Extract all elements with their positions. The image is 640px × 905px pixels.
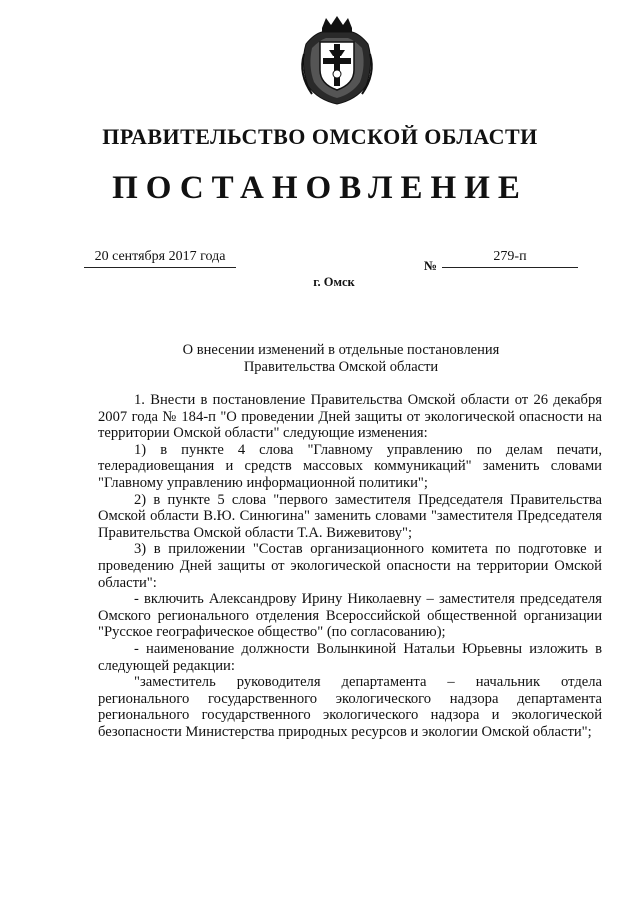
paragraph-1: 1. Внести в постановление Правительства Омской области от 26 декабря 2007 года № 184-п "О проведении Дней защиты от экологической опасности на территории Омской области" следующие изменения: <box>98 392 602 442</box>
paragraph-1-3: 3) в приложении "Состав организационного комитета по подготовке и проведению Дней защиты от экологической опасности на территории Омской области": <box>98 541 602 591</box>
paragraph-1-1: 1) в пункте 4 слова "Главному управлению по делам печати, телерадиовещания и средств массовых коммуникаций" заменить словами "Главному управлению информационной политики"; <box>98 441 602 491</box>
document-number: 279-п <box>442 249 578 268</box>
paragraph-1-3-include: - включить Александрову Ирину Николаевну – заместителя председателя Омского регионального отделения Всероссийской общественной организации "Русское географическое общество" (по согласованию); <box>98 591 602 641</box>
document-type-title: ПОСТАНОВЛЕНИЕ <box>112 170 528 206</box>
paragraph-1-3-rename: - наименование должности Волынкиной Натальи Юрьевны изложить в следующей редакции: <box>98 640 602 674</box>
subject-line-1: О внесении изменений в отдельные постановления <box>182 342 500 358</box>
coat-of-arms-emblem <box>296 14 378 106</box>
document-number-label: № <box>424 258 438 273</box>
paragraph-1-3-new-title: "заместитель руководителя департамента – начальник отдела регионального государственного экологического надзора департамента регионального государственного экологического надзора и экологической безопасности Министерства природных ресурсов и экологии Омской области"; <box>98 674 602 740</box>
document-subject <box>0 342 640 376</box>
document-date: 20 сентября 2017 года <box>84 249 236 268</box>
subject-line-2: Правительства Омской области <box>243 359 439 375</box>
organization-title: ПРАВИТЕЛЬСТВО ОМСКОЙ ОБЛАСТИ <box>102 124 538 149</box>
paragraph-1-2: 2) в пункте 5 слова "первого заместителя Председателя Правительства Омской области В.Ю. Синюгина" заменить словами "заместителя Председателя Правительства Омской области Т.А. Вижевитову"; <box>98 491 602 541</box>
document-body <box>98 392 602 740</box>
document-city: г. Омск <box>313 275 355 289</box>
